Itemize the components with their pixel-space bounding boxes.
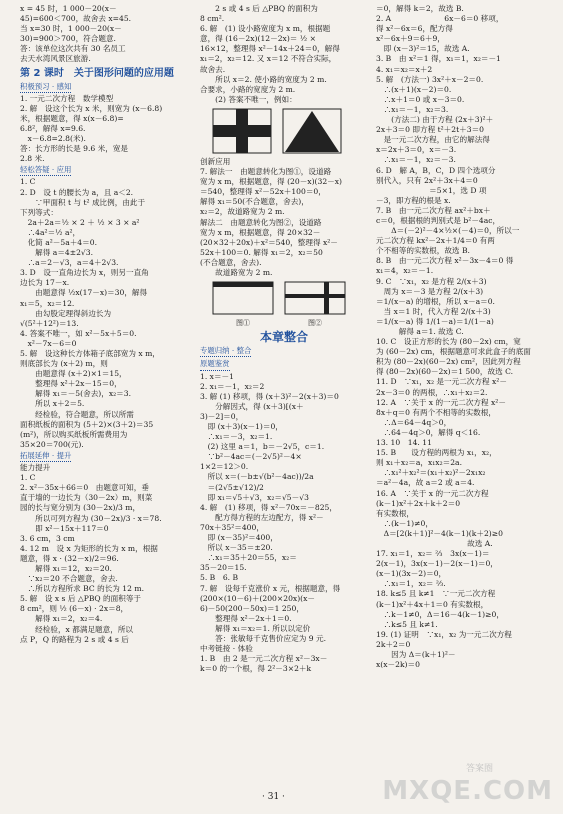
text-line: 2x＋3＝0 即方程 t²＋2t＋3＝0 [376, 125, 484, 135]
text-line: 分解因式，得 (x＋3)[(x＋ [200, 401, 304, 411]
text-line: 19. (1) 证明 ∵x₁，x₂ 为一元二次方程 [376, 629, 512, 639]
text-line: 所以 x＋2＝5. [20, 399, 85, 409]
text-line: 周为 x＝－3 是方程 2/(x＋3) [376, 286, 484, 296]
page-number: · 31 · [262, 792, 285, 802]
text-line: 配方得方程的左边配方，得 x²－ [200, 512, 324, 522]
text-line: 所以 x－35＝±20. [200, 543, 273, 553]
text-line: 35－20＝15. [200, 563, 247, 573]
figure-row-shapes [212, 108, 368, 154]
text-line: ∴(k－1)≠0， [376, 518, 433, 528]
text-line: 答：张敏每千克售价应定为 9 元. [200, 633, 326, 643]
text-line: x₂＝2，故道路宽为 2 m. [200, 207, 285, 217]
col1-top-block [20, 4, 192, 65]
text-line: 4. x₁＝x₂＝x＋2 [376, 64, 433, 74]
text-line: (x－1)(3x－2)＝0， [376, 569, 447, 579]
text-line: 1. C [20, 177, 36, 187]
subheading-preview: 积极预习 · 感知 [20, 82, 71, 93]
text-line: 5. B 6. B [200, 573, 239, 583]
text-line: ∴x₁＝－1，x₂＝3. [376, 104, 449, 114]
text-line: 解得 x₁＝－5(舍去)，x₂＝3. [20, 389, 132, 399]
text-line: 去天水湾风景区旅游. [20, 54, 91, 64]
text-line: (2) 答案不唯一，例如： [200, 94, 297, 104]
subheading-practice: 轻松答疑 · 应用 [20, 165, 71, 176]
col3-block [376, 4, 546, 670]
text-line: Δ＝(－2)²－4×½×(－4)＝0，所以一 [376, 226, 520, 236]
text-line: c＝0，根据根的判别式是 b²－4ac， [376, 215, 501, 225]
text-line: 别代入，只有 2x²＋3x＋4＝0 [376, 175, 478, 185]
col2-top-block [200, 4, 368, 105]
text-line: ∴x₁＝－1，x₂＝－3. [376, 155, 456, 165]
text-line: 边长为 17－x. [20, 278, 70, 288]
text-line: 整理得 x²＋2x－15＝0， [20, 379, 122, 389]
figure-2 [284, 281, 346, 328]
text-line: 当 x=30 时，1 000－20(x－ [20, 24, 122, 34]
figure-1 [212, 281, 274, 328]
text-line: 所以可列方程为 (30－2x)/3 · x＝78. [20, 513, 162, 523]
text-line: 15. B 设方程的两根为 x₁，x₂， [376, 448, 497, 458]
text-line: 16×12，整理得 x²－14x＋24＝0，解得 [200, 44, 340, 54]
text-line: 则 x₁＋x₂＝a，x₁x₂＝2a. [376, 458, 462, 468]
text-line: 3. 6 cm，3 cm [20, 533, 75, 543]
text-line: 经检验，符合题意，所以所需 [20, 409, 134, 419]
text-line: 5. 解 (方法一) 3x²＋x－2＝0. [376, 74, 484, 84]
text-line: 2x－3＝0 的两根，∴x₁＋x₂＝2. [376, 387, 488, 397]
text-line: 1. C [20, 473, 36, 483]
text-line: x＝2x＋3＝0，x＝－3. [376, 145, 457, 155]
text-line: 米，根据题意，得 x(x－6.8)= [20, 113, 124, 123]
section-title: 第 2 课时 关于图形问题的应用题 [20, 67, 174, 79]
text-line: 1. B 由 2 是一元二次方程 x²－3x－ [200, 654, 328, 664]
text-line: 个不相等的实数根，故选 B. [376, 246, 470, 256]
text-line: ＝(2√5±√12)/2 [200, 482, 264, 492]
text-line: 由题意得 ½x(17－x)＝30，解得 [20, 288, 148, 298]
text-line: 7. B 由一元二次方程 ax²＋bx＋ [376, 205, 491, 215]
col2-middle-block [200, 157, 368, 278]
text-line: 18. k≤5 且 k≠1 ∵一元二次方程 [376, 589, 496, 599]
text-line: 由题意得 (x＋2)×1＝15， [20, 369, 127, 379]
text-line: 5. 解 设这种长方体箱子底部宽为 x m， [20, 349, 160, 358]
cross-rectangle-figure [212, 108, 272, 154]
text-line: 6.8²，解得 x=9.6. [20, 123, 86, 133]
text-line: 2k＋2＝0 [376, 639, 411, 649]
text-line: 3)－2]＝0， [200, 411, 244, 421]
text-line: ∵x₂＝20 不合题意，舍去. [20, 574, 118, 584]
text-line: 30)=900＞700，符合题意. [20, 34, 116, 44]
text-line: 则底部长为 (x＋2) m，则 [20, 359, 108, 369]
text-line: 1. x＝－1 [200, 371, 234, 381]
text-line: 3. D 设一直角边长为 x，则另一直角 [20, 268, 149, 278]
text-line: x₁＝4，x₂＝－1. [376, 266, 434, 276]
text-line: 解得 x₁＝2，x₂＝4. [20, 614, 103, 624]
text-line: 故舍去. [200, 64, 226, 74]
text-line: 6. D 解 A，B，C，D 四个选项分 [376, 165, 496, 175]
text-line: 17. x₁＝1，x₂＝ ⅔ 3x(x－1)＝ [376, 549, 490, 559]
text-line: (200×(10－6)＋(200×20x)(x－ [200, 593, 315, 603]
text-line: ∴k－1≠0，Δ＝16－4(k－1)≥0， [376, 609, 504, 619]
column-right [376, 4, 546, 670]
text-line: 52x＋100＝0. 解得 x₁＝2，x₂＝50 [200, 247, 323, 257]
text-line: ＝5×1，选 D 项 [376, 185, 487, 195]
text-line: 因为 Δ＝(k＋1)²－ [376, 650, 456, 659]
watermark-small: 答案圈 [465, 764, 493, 774]
chapter-title: 本章整合 [259, 330, 308, 345]
triangle-figure [282, 108, 342, 154]
text-line: 面积纸板的面积为 (5＋2)×(3＋2)＝35 [20, 419, 154, 429]
text-line: 4. 解 (1) 移项，得 x²－70x＝－825， [200, 502, 337, 512]
text-line: ＝540，整理得 x²－52x＋100＝0， [200, 187, 326, 197]
text-line: 3. 解 (1) 移项，得 (x＋3)²－2(x＋3)＝0 [200, 391, 339, 401]
text-line: k＝0 的一个根，得 2²－3×2＋k [200, 664, 312, 674]
text-line: 积为 (80－2x)(60－2x) cm²，因此列方程 [376, 357, 521, 367]
text-line: ∴x＋1＝0 或 x－3＝0. [376, 94, 465, 104]
text-line: x²－6x＋9＝6＋9， [376, 34, 445, 44]
road-figure-1 [212, 281, 274, 315]
col1-preview-block [20, 94, 192, 165]
text-line: 解法二 由题意转化为图②，设道路 [200, 217, 322, 227]
text-line: ＝1/(x－a) 得 1/(1－a)＝1/(1－a) [376, 316, 494, 326]
text-line: 10. C 设正方形的长为 (80－2x) cm，宽 [376, 337, 521, 347]
text-line: 即 (x－3)²＝15，故选 A. [376, 44, 470, 54]
text-line: 即 x₁＝√5＋√3，x₂＝√5－√3 [200, 492, 309, 502]
figure-row-roads [212, 281, 368, 328]
text-line: (方法二) 由于方程 (2x＋3)²＋ [376, 115, 494, 125]
text-line: 2. 解 设这个长为 x 米，则宽为 (x－6.8) [20, 103, 163, 113]
text-line: 由勾股定理得斜边长为 [20, 308, 112, 318]
text-line: (20×32＋20x)＋x²＝540，整理得 x²－ [200, 237, 338, 247]
text-line: 合要求，小路的宽度为 2 m. [200, 84, 296, 94]
figure-2-caption: 图② [308, 319, 322, 328]
text-line: 2a＋2a＝½ × 2 ＋ ½ × 3 × a² [20, 217, 140, 227]
text-line: 所以 x＝(－b±√(b²－4ac))/2a [200, 472, 314, 482]
col1-practice-block [20, 177, 192, 450]
text-line: 意，得 (16－2x)(12－2x)＝ ½ × [200, 34, 316, 44]
text-line: x₁＝5，x₂＝12. [20, 298, 75, 308]
text-line: ∴x₁²＋x₂²＝(x₁＋x₂)²－2x₁x₂ [376, 468, 486, 478]
text-line: 得 x²－6x＝6，配方得 [376, 24, 453, 34]
text-line: ∴k≤5 且 k≠1. [376, 619, 438, 629]
text-line: 直于墙的一边长为（30－2x）m，则菜 [20, 493, 153, 503]
text-line: ∴Δ＝64－4q＞0， [376, 417, 452, 427]
text-line: 8 cm²，则 ½ (6－x) · 2x＝8， [20, 604, 129, 614]
text-line: 当 x＝1 时，代入方程 2/(x＋3) [376, 306, 491, 316]
text-line: 题意，得 x · (32－x)/2＝96. [20, 553, 119, 563]
text-line: 是一元二次方程，由它的解法得 [376, 135, 490, 145]
text-line: ∴x₁＝1，x₂＝ ⅔. [376, 579, 446, 589]
text-line: 元二次方程 kx²－2x＋1/4＝0 有两 [376, 236, 495, 246]
text-line: 12. A ∵关于 x 的一元二次方程 x²－ [376, 397, 506, 407]
text-line: 1. 一元二次方程 数学模型 [20, 93, 114, 103]
column-left [20, 4, 192, 645]
text-line: ＝0，解得 k＝2，故选 B. [376, 4, 464, 13]
text-line: 7. 解法一 由题意转化为图①，设道路 [200, 167, 332, 177]
text-line: 故道路宽为 2 m. [200, 267, 273, 277]
subheading-extension: 拓展延伸 · 提升 [20, 451, 71, 462]
text-line: 即 x²－15x＋117＝0 [20, 523, 109, 533]
text-line: 35×20＝700(元). [20, 439, 84, 449]
road-figure-2 [284, 281, 346, 315]
text-line: 为 (60－2x) cm，根据题意可求此盒子的底面 [376, 347, 531, 357]
text-line: 3. B 由 x²＝1 得，x₁＝1，x₂＝－1 [376, 54, 501, 64]
text-line: 8. B 由一元二次方程 x²－3x－4＝0 得 [376, 256, 514, 266]
text-line: √(5²＋12²)＝13. [20, 318, 79, 328]
col2-bottom-block [200, 372, 368, 675]
text-line: 即 (x－35)²＝400， [200, 533, 278, 543]
text-line: ＝1/(x－a) 的增根，所以 x－a＝0. [376, 296, 495, 306]
text-line: 8x＋q＝0 有两个不相等的实数根， [376, 407, 496, 417]
text-line: 下列等式： [20, 207, 58, 217]
text-line: x₁＝2，x₂＝12. 又 x＝12 不符合实际， [200, 54, 337, 64]
text-line: ∴4a²＝½ a²， [20, 227, 81, 237]
text-line: 11. D ∵x₁，x₂ 是一元二次方程 x²－ [376, 377, 507, 387]
text-line: 8 cm². [200, 14, 225, 24]
text-line: Δ＝[2(k＋1)]²－4(k－1)(k＋2)≥0 [376, 528, 503, 538]
text-line: 2. x²－35x＋66＝0 由题意可知，垂 [20, 483, 149, 493]
text-line: 7. 解 设每千克涨价 x 元，根据题意，得 [200, 583, 341, 593]
text-line: 答：该单位这次共有 30 名员工 [20, 44, 126, 54]
text-line: (k－1)x²＋4x＋1＝0 有实数根， [376, 599, 489, 609]
text-line: 答：长方形的长是 9.6 米，宽是 [20, 144, 129, 154]
text-line: 中考链接 · 体验 [200, 644, 253, 654]
text-line: 所以 x＝2. 使小路的宽度为 2 m. [200, 74, 327, 84]
text-line: 解得 x₁＝x₂＝1. 所以以定价 [200, 623, 311, 633]
text-line: ∴(x＋1)(x－2)＝0. [376, 84, 452, 94]
text-line: 宽为 x m，根据题意，得 20×32－ [200, 227, 321, 237]
text-line: x(x－2k)＝0 [376, 660, 420, 670]
text-line: ∴a＝2－√3，a＝4＋2√3. [20, 258, 119, 268]
text-line: 4. 答案不唯一，如 x²－5x＋5＝0. [20, 328, 137, 338]
text-line: ∵b²－4ac＝(－2√5)²－4× [200, 452, 302, 462]
text-line: (2) 这里 a＝1，b＝－2√5，c＝1. [200, 442, 325, 452]
text-line: 有实数根， [376, 508, 414, 518]
text-line: 整理得 x²－2x＋1＝0. [200, 613, 292, 623]
text-line: 6)－50(200－50x)＝1 250， [200, 603, 304, 613]
text-line: 创新应用 [200, 156, 231, 166]
text-line: ∵甲面积 t 与 t² 成比例，由此于 [20, 197, 146, 207]
text-line: (m²)，所以购买纸板所需费用为 [20, 429, 128, 439]
text-line: x²－7x－6＝0 [20, 338, 77, 348]
column-middle [200, 4, 368, 674]
text-line: 4. 12 m 设 x 为矩形的长为 x m，根据 [20, 543, 158, 553]
text-line: 2. x₁＝－1，x₂＝2 [200, 381, 265, 391]
text-line: 化简 a²－5a＋4＝0. [20, 237, 97, 247]
text-line: 得 (80－2x)(60－2x)＝1 500，故选 C. [376, 367, 514, 377]
text-line: 能力提升 [20, 463, 51, 473]
text-line: (k－1)x²＋2x＋k＋2＝0 [376, 498, 461, 508]
text-line: 宽为 x m，根据题意，得 (20－x)(32－x) [200, 177, 342, 187]
text-line: 2.8 米. [20, 154, 45, 164]
text-line: 经检验，x 都满足题意，所以 [20, 624, 134, 634]
subheading-original: 原题鉴赏 [200, 359, 230, 370]
text-line: 45)=600＜700，故舍去 x=45. [20, 14, 132, 24]
text-line: 6. 解 (1) 设小路宽度为 x m，根据题 [200, 24, 331, 34]
text-line: 13. 10 14. 11 [376, 438, 432, 448]
text-line: ＝a²－4a，故 a＝2 或 a＝4. [376, 478, 475, 488]
col1-extension-block [20, 463, 192, 645]
text-line: 9. C ∵x₁，x₂ 是方程 2/(x＋3) [376, 276, 487, 286]
text-line: ∴64－4q＞0，解得 q＜16. [376, 427, 481, 437]
text-line: 园的长与宽分别为 (30－2x)/3 m， [20, 503, 141, 513]
text-line: 2 s 或 4 s 后 △PBQ 的面积为 [200, 4, 318, 13]
text-line: ∴x₁＝－3，x₂＝1. [200, 432, 273, 442]
text-line: 2(x－1)，3x(x－1)－2(x－1)＝0， [376, 559, 498, 569]
text-line: 5. 解 设 x s 后 △PBQ 的面积等于 [20, 594, 142, 604]
text-line: ∴x₁＝35＋20＝55，x₂＝ [200, 553, 297, 563]
text-line: 2. A 6x－6＝0 移项， [376, 14, 504, 24]
subheading-summary: 专题归纳 · 整合 [200, 346, 251, 357]
text-line: 16. A ∵关于 x 的一元二次方程 [376, 488, 489, 498]
text-line: 点 P，Q 的路程为 2 s 或 4 s 后 [20, 634, 129, 644]
text-line: 解得 x₁＝12，x₂＝20. [20, 563, 112, 573]
text-line: x = 45 时，1 000－20(x－ [20, 4, 117, 13]
figure-1-caption: 图① [236, 319, 250, 328]
text-line: (不合题意，舍去). [200, 257, 262, 267]
text-line: 解得 a＝4±2√3. [20, 248, 94, 258]
text-line: －3，即方程的根是 x. [376, 195, 451, 205]
text-line: 即 (x＋3)(x－1)＝0， [200, 422, 283, 431]
text-line: 70x＋35²＝400， [200, 522, 264, 532]
text-line: ∴所以方程所求 BC 的长为 12 m. [20, 584, 144, 594]
text-line: 解得 a＝1. 故选 C. [376, 327, 464, 336]
text-line: 解得 x₁＝50(不合题意，舍去)， [200, 197, 309, 207]
text-line: 2. D 设 t 的腰长为 a，且 a＜2. [20, 187, 134, 197]
text-line: 故选 A. [376, 538, 493, 548]
text-line: 1×2＝12＞0. [200, 462, 249, 472]
text-line: x－6.8=2.8(米). [20, 134, 86, 144]
watermark-logo: MXQE.COM [382, 776, 553, 806]
